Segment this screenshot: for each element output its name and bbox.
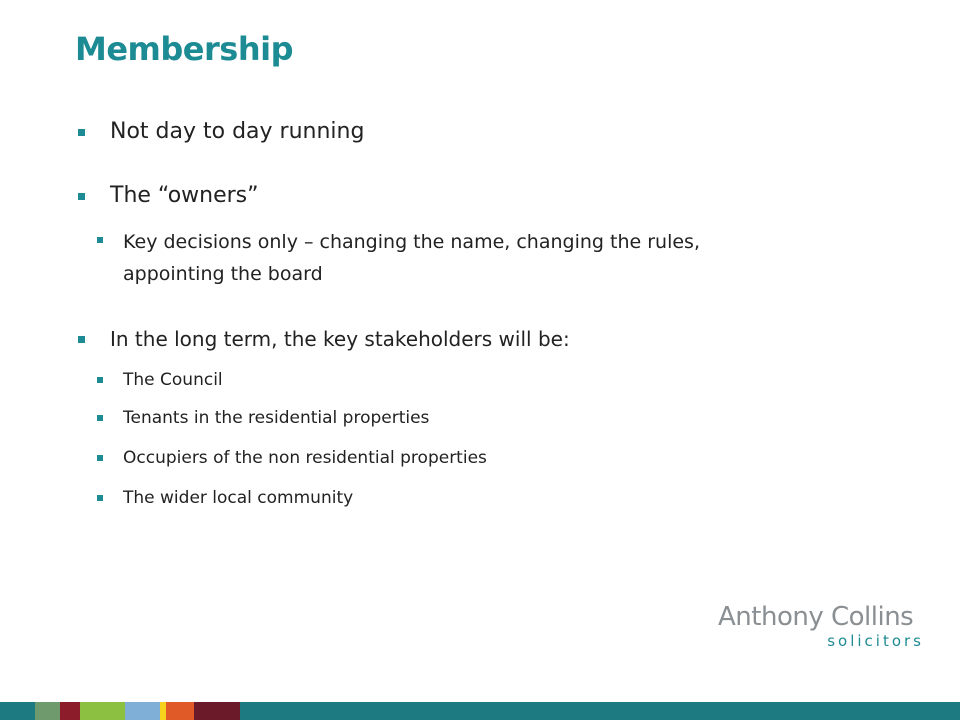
footer-stripe-segment	[60, 702, 80, 720]
square-bullet-icon	[97, 377, 103, 383]
logo-subtitle: solicitors	[827, 632, 924, 650]
logo-wordmark: Anthony Collins	[718, 602, 914, 632]
sub-bullet-item	[97, 486, 353, 510]
footer-stripe-segment	[125, 702, 160, 720]
footer-stripe-segment	[166, 702, 194, 720]
square-bullet-icon	[78, 193, 85, 200]
bullet-text: Not day to day running	[110, 119, 365, 144]
bullet-item	[78, 182, 259, 210]
slide-title: Membership	[75, 30, 293, 68]
sub-bullet-item	[97, 226, 700, 290]
sub-bullet-text: The wider local community	[123, 488, 354, 508]
square-bullet-icon	[78, 336, 85, 343]
square-bullet-icon	[97, 495, 103, 501]
square-bullet-icon	[97, 415, 103, 421]
footer-stripe-segment	[80, 702, 125, 720]
bullet-item	[78, 118, 364, 146]
footer-stripe-segment	[240, 702, 960, 720]
square-bullet-icon	[78, 129, 85, 136]
square-bullet-icon	[97, 455, 103, 461]
sub-bullet-text: Occupiers of the non residential properties	[123, 448, 487, 468]
footer-stripe-segment	[194, 702, 240, 720]
sub-bullet-item	[97, 446, 487, 470]
footer-stripe-segment	[0, 702, 35, 720]
company-logo	[718, 603, 928, 653]
sub-bullet-item	[97, 368, 223, 392]
sub-bullet-text	[123, 226, 700, 290]
square-bullet-icon	[97, 237, 103, 243]
sub-bullet-text: Tenants in the residential properties	[123, 408, 430, 428]
sub-bullet-text: The Council	[123, 370, 223, 390]
bullet-text: The “owners”	[110, 183, 259, 208]
footer-stripe-segment	[35, 702, 60, 720]
sub-bullet-text-line2: appointing the board	[123, 263, 323, 285]
bullet-text: In the long term, the key stakeholders will be:	[110, 327, 570, 351]
footer-color-stripe	[0, 702, 960, 720]
bullet-item	[78, 325, 570, 353]
sub-bullet-text-line1: Key decisions only – changing the name, changing the rules,	[123, 231, 700, 253]
sub-bullet-item	[97, 406, 429, 430]
